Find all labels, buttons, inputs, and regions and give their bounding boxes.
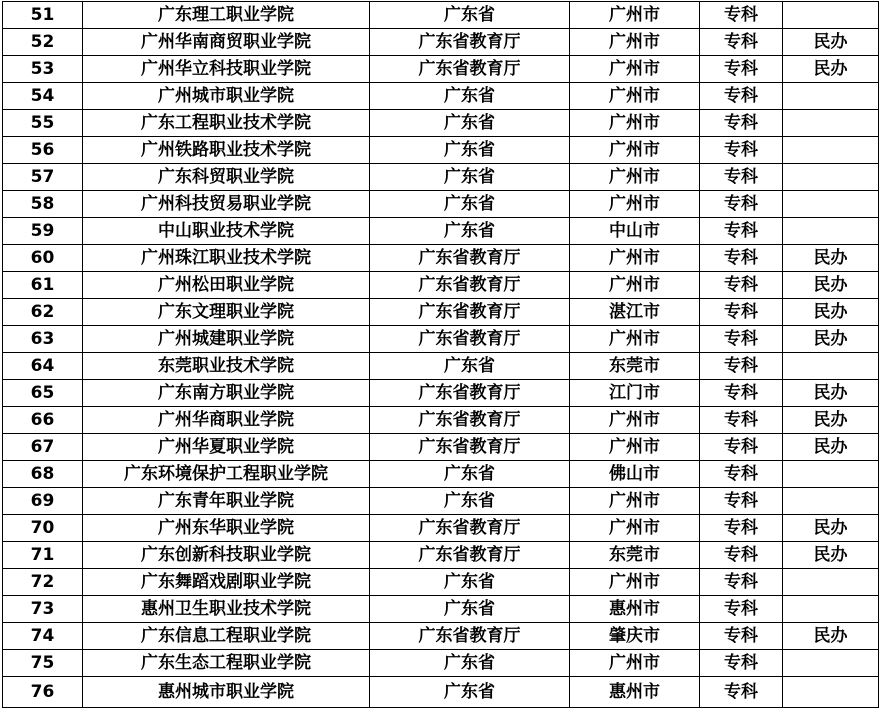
city-cell: 广州市 [570, 245, 700, 272]
city-cell: 中山市 [570, 218, 700, 245]
table-row [3, 515, 879, 542]
authority-cell: 广东省 [370, 677, 570, 708]
ownership-cell: 民办 [783, 272, 879, 299]
city-cell: 广州市 [570, 272, 700, 299]
level-cell: 专科 [700, 461, 783, 488]
table-row [3, 2, 879, 29]
college-name-cell: 广东科贸职业学院 [83, 164, 370, 191]
authority-cell: 广东省教育厅 [370, 245, 570, 272]
ownership-cell [783, 191, 879, 218]
city-cell: 肇庆市 [570, 623, 700, 650]
table-row [3, 272, 879, 299]
table-row [3, 488, 879, 515]
city-cell: 广州市 [570, 326, 700, 353]
ownership-cell: 民办 [783, 407, 879, 434]
authority-cell: 广东省 [370, 191, 570, 218]
ownership-cell: 民办 [783, 380, 879, 407]
row-number-cell: 58 [3, 191, 83, 218]
authority-cell: 广东省教育厅 [370, 29, 570, 56]
row-number-cell: 67 [3, 434, 83, 461]
city-cell: 广州市 [570, 2, 700, 29]
college-name-cell: 广东舞蹈戏剧职业学院 [83, 569, 370, 596]
row-number-cell: 60 [3, 245, 83, 272]
college-name-cell: 广东信息工程职业学院 [83, 623, 370, 650]
ownership-cell [783, 596, 879, 623]
table-row [3, 299, 879, 326]
authority-cell: 广东省教育厅 [370, 299, 570, 326]
authority-cell: 广东省 [370, 110, 570, 137]
authority-cell: 广东省 [370, 596, 570, 623]
level-cell: 专科 [700, 191, 783, 218]
authority-cell: 广东省 [370, 569, 570, 596]
ownership-cell [783, 137, 879, 164]
ownership-cell [783, 164, 879, 191]
city-cell: 广州市 [570, 164, 700, 191]
authority-cell: 广东省教育厅 [370, 542, 570, 569]
college-name-cell: 广东文理职业学院 [83, 299, 370, 326]
ownership-cell [783, 461, 879, 488]
row-number-cell: 62 [3, 299, 83, 326]
row-number-cell: 71 [3, 542, 83, 569]
row-number-cell: 76 [3, 677, 83, 708]
city-cell: 广州市 [570, 434, 700, 461]
table-row [3, 434, 879, 461]
table-row [3, 164, 879, 191]
city-cell: 湛江市 [570, 299, 700, 326]
college-name-cell: 惠州城市职业学院 [83, 677, 370, 708]
table-body [3, 2, 879, 708]
ownership-cell: 民办 [783, 299, 879, 326]
row-number-cell: 66 [3, 407, 83, 434]
city-cell: 江门市 [570, 380, 700, 407]
ownership-cell [783, 83, 879, 110]
table-row [3, 650, 879, 677]
city-cell: 广州市 [570, 488, 700, 515]
city-cell: 广州市 [570, 56, 700, 83]
row-number-cell: 63 [3, 326, 83, 353]
row-number-cell: 53 [3, 56, 83, 83]
row-number-cell: 54 [3, 83, 83, 110]
authority-cell: 广东省 [370, 461, 570, 488]
college-name-cell: 广东青年职业学院 [83, 488, 370, 515]
table-row [3, 461, 879, 488]
table-row [3, 218, 879, 245]
row-number-cell: 68 [3, 461, 83, 488]
table-row [3, 569, 879, 596]
row-number-cell: 59 [3, 218, 83, 245]
ownership-cell: 民办 [783, 29, 879, 56]
city-cell: 广州市 [570, 83, 700, 110]
college-name-cell: 惠州卫生职业技术学院 [83, 596, 370, 623]
college-name-cell: 广东创新科技职业学院 [83, 542, 370, 569]
ownership-cell [783, 353, 879, 380]
authority-cell: 广东省教育厅 [370, 272, 570, 299]
level-cell: 专科 [700, 407, 783, 434]
city-cell: 惠州市 [570, 677, 700, 708]
table-row [3, 407, 879, 434]
ownership-cell [783, 110, 879, 137]
city-cell: 广州市 [570, 650, 700, 677]
level-cell: 专科 [700, 2, 783, 29]
college-name-cell: 广州城市职业学院 [83, 83, 370, 110]
table-row [3, 542, 879, 569]
row-number-cell: 75 [3, 650, 83, 677]
authority-cell: 广东省教育厅 [370, 623, 570, 650]
level-cell: 专科 [700, 515, 783, 542]
row-number-cell: 52 [3, 29, 83, 56]
ownership-cell [783, 218, 879, 245]
table-row [3, 191, 879, 218]
college-name-cell: 广州华立科技职业学院 [83, 56, 370, 83]
level-cell: 专科 [700, 623, 783, 650]
table-row [3, 56, 879, 83]
authority-cell: 广东省 [370, 650, 570, 677]
table-row [3, 380, 879, 407]
row-number-cell: 74 [3, 623, 83, 650]
college-name-cell: 广州东华职业学院 [83, 515, 370, 542]
table-row [3, 29, 879, 56]
authority-cell: 广东省教育厅 [370, 56, 570, 83]
college-name-cell: 广东生态工程职业学院 [83, 650, 370, 677]
college-name-cell: 中山职业技术学院 [83, 218, 370, 245]
ownership-cell: 民办 [783, 326, 879, 353]
city-cell: 东莞市 [570, 353, 700, 380]
level-cell: 专科 [700, 434, 783, 461]
college-name-cell: 广东工程职业技术学院 [83, 110, 370, 137]
row-number-cell: 51 [3, 2, 83, 29]
college-name-cell: 广州城建职业学院 [83, 326, 370, 353]
college-name-cell: 广州科技贸易职业学院 [83, 191, 370, 218]
table-row [3, 110, 879, 137]
ownership-cell: 民办 [783, 542, 879, 569]
row-number-cell: 56 [3, 137, 83, 164]
level-cell: 专科 [700, 569, 783, 596]
table-row [3, 83, 879, 110]
level-cell: 专科 [700, 542, 783, 569]
college-name-cell: 广州松田职业学院 [83, 272, 370, 299]
level-cell: 专科 [700, 677, 783, 708]
level-cell: 专科 [700, 353, 783, 380]
table-row [3, 596, 879, 623]
level-cell: 专科 [700, 380, 783, 407]
ownership-cell: 民办 [783, 515, 879, 542]
level-cell: 专科 [700, 29, 783, 56]
college-name-cell: 广州珠江职业技术学院 [83, 245, 370, 272]
ownership-cell [783, 569, 879, 596]
authority-cell: 广东省 [370, 137, 570, 164]
row-number-cell: 70 [3, 515, 83, 542]
authority-cell: 广东省教育厅 [370, 326, 570, 353]
authority-cell: 广东省 [370, 353, 570, 380]
ownership-cell: 民办 [783, 56, 879, 83]
city-cell: 广州市 [570, 137, 700, 164]
table-row [3, 623, 879, 650]
level-cell: 专科 [700, 299, 783, 326]
level-cell: 专科 [700, 56, 783, 83]
city-cell: 广州市 [570, 191, 700, 218]
row-number-cell: 64 [3, 353, 83, 380]
authority-cell: 广东省 [370, 2, 570, 29]
college-name-cell: 广东南方职业学院 [83, 380, 370, 407]
ownership-cell [783, 2, 879, 29]
college-name-cell: 广东理工职业学院 [83, 2, 370, 29]
row-number-cell: 73 [3, 596, 83, 623]
authority-cell: 广东省 [370, 83, 570, 110]
college-name-cell: 广州华商职业学院 [83, 407, 370, 434]
level-cell: 专科 [700, 272, 783, 299]
row-number-cell: 72 [3, 569, 83, 596]
ownership-cell: 民办 [783, 245, 879, 272]
row-number-cell: 57 [3, 164, 83, 191]
table-row [3, 137, 879, 164]
row-number-cell: 61 [3, 272, 83, 299]
authority-cell: 广东省教育厅 [370, 515, 570, 542]
row-number-cell: 69 [3, 488, 83, 515]
authority-cell: 广东省教育厅 [370, 380, 570, 407]
authority-cell: 广东省教育厅 [370, 434, 570, 461]
city-cell: 广州市 [570, 110, 700, 137]
ownership-cell [783, 650, 879, 677]
level-cell: 专科 [700, 164, 783, 191]
city-cell: 广州市 [570, 515, 700, 542]
college-name-cell: 东莞职业技术学院 [83, 353, 370, 380]
college-name-cell: 广州铁路职业技术学院 [83, 137, 370, 164]
city-cell: 广州市 [570, 29, 700, 56]
authority-cell: 广东省 [370, 218, 570, 245]
level-cell: 专科 [700, 137, 783, 164]
college-table [2, 1, 879, 708]
level-cell: 专科 [700, 245, 783, 272]
ownership-cell: 民办 [783, 623, 879, 650]
level-cell: 专科 [700, 218, 783, 245]
authority-cell: 广东省教育厅 [370, 407, 570, 434]
ownership-cell: 民办 [783, 434, 879, 461]
row-number-cell: 65 [3, 380, 83, 407]
college-name-cell: 广州华夏职业学院 [83, 434, 370, 461]
level-cell: 专科 [700, 110, 783, 137]
ownership-cell [783, 488, 879, 515]
city-cell: 东莞市 [570, 542, 700, 569]
city-cell: 惠州市 [570, 596, 700, 623]
level-cell: 专科 [700, 326, 783, 353]
college-name-cell: 广州华南商贸职业学院 [83, 29, 370, 56]
level-cell: 专科 [700, 596, 783, 623]
city-cell: 广州市 [570, 407, 700, 434]
table-row [3, 326, 879, 353]
city-cell: 广州市 [570, 569, 700, 596]
table-row [3, 245, 879, 272]
level-cell: 专科 [700, 650, 783, 677]
table-row [3, 353, 879, 380]
authority-cell: 广东省 [370, 164, 570, 191]
level-cell: 专科 [700, 83, 783, 110]
row-number-cell: 55 [3, 110, 83, 137]
level-cell: 专科 [700, 488, 783, 515]
authority-cell: 广东省 [370, 488, 570, 515]
college-name-cell: 广东环境保护工程职业学院 [83, 461, 370, 488]
city-cell: 佛山市 [570, 461, 700, 488]
